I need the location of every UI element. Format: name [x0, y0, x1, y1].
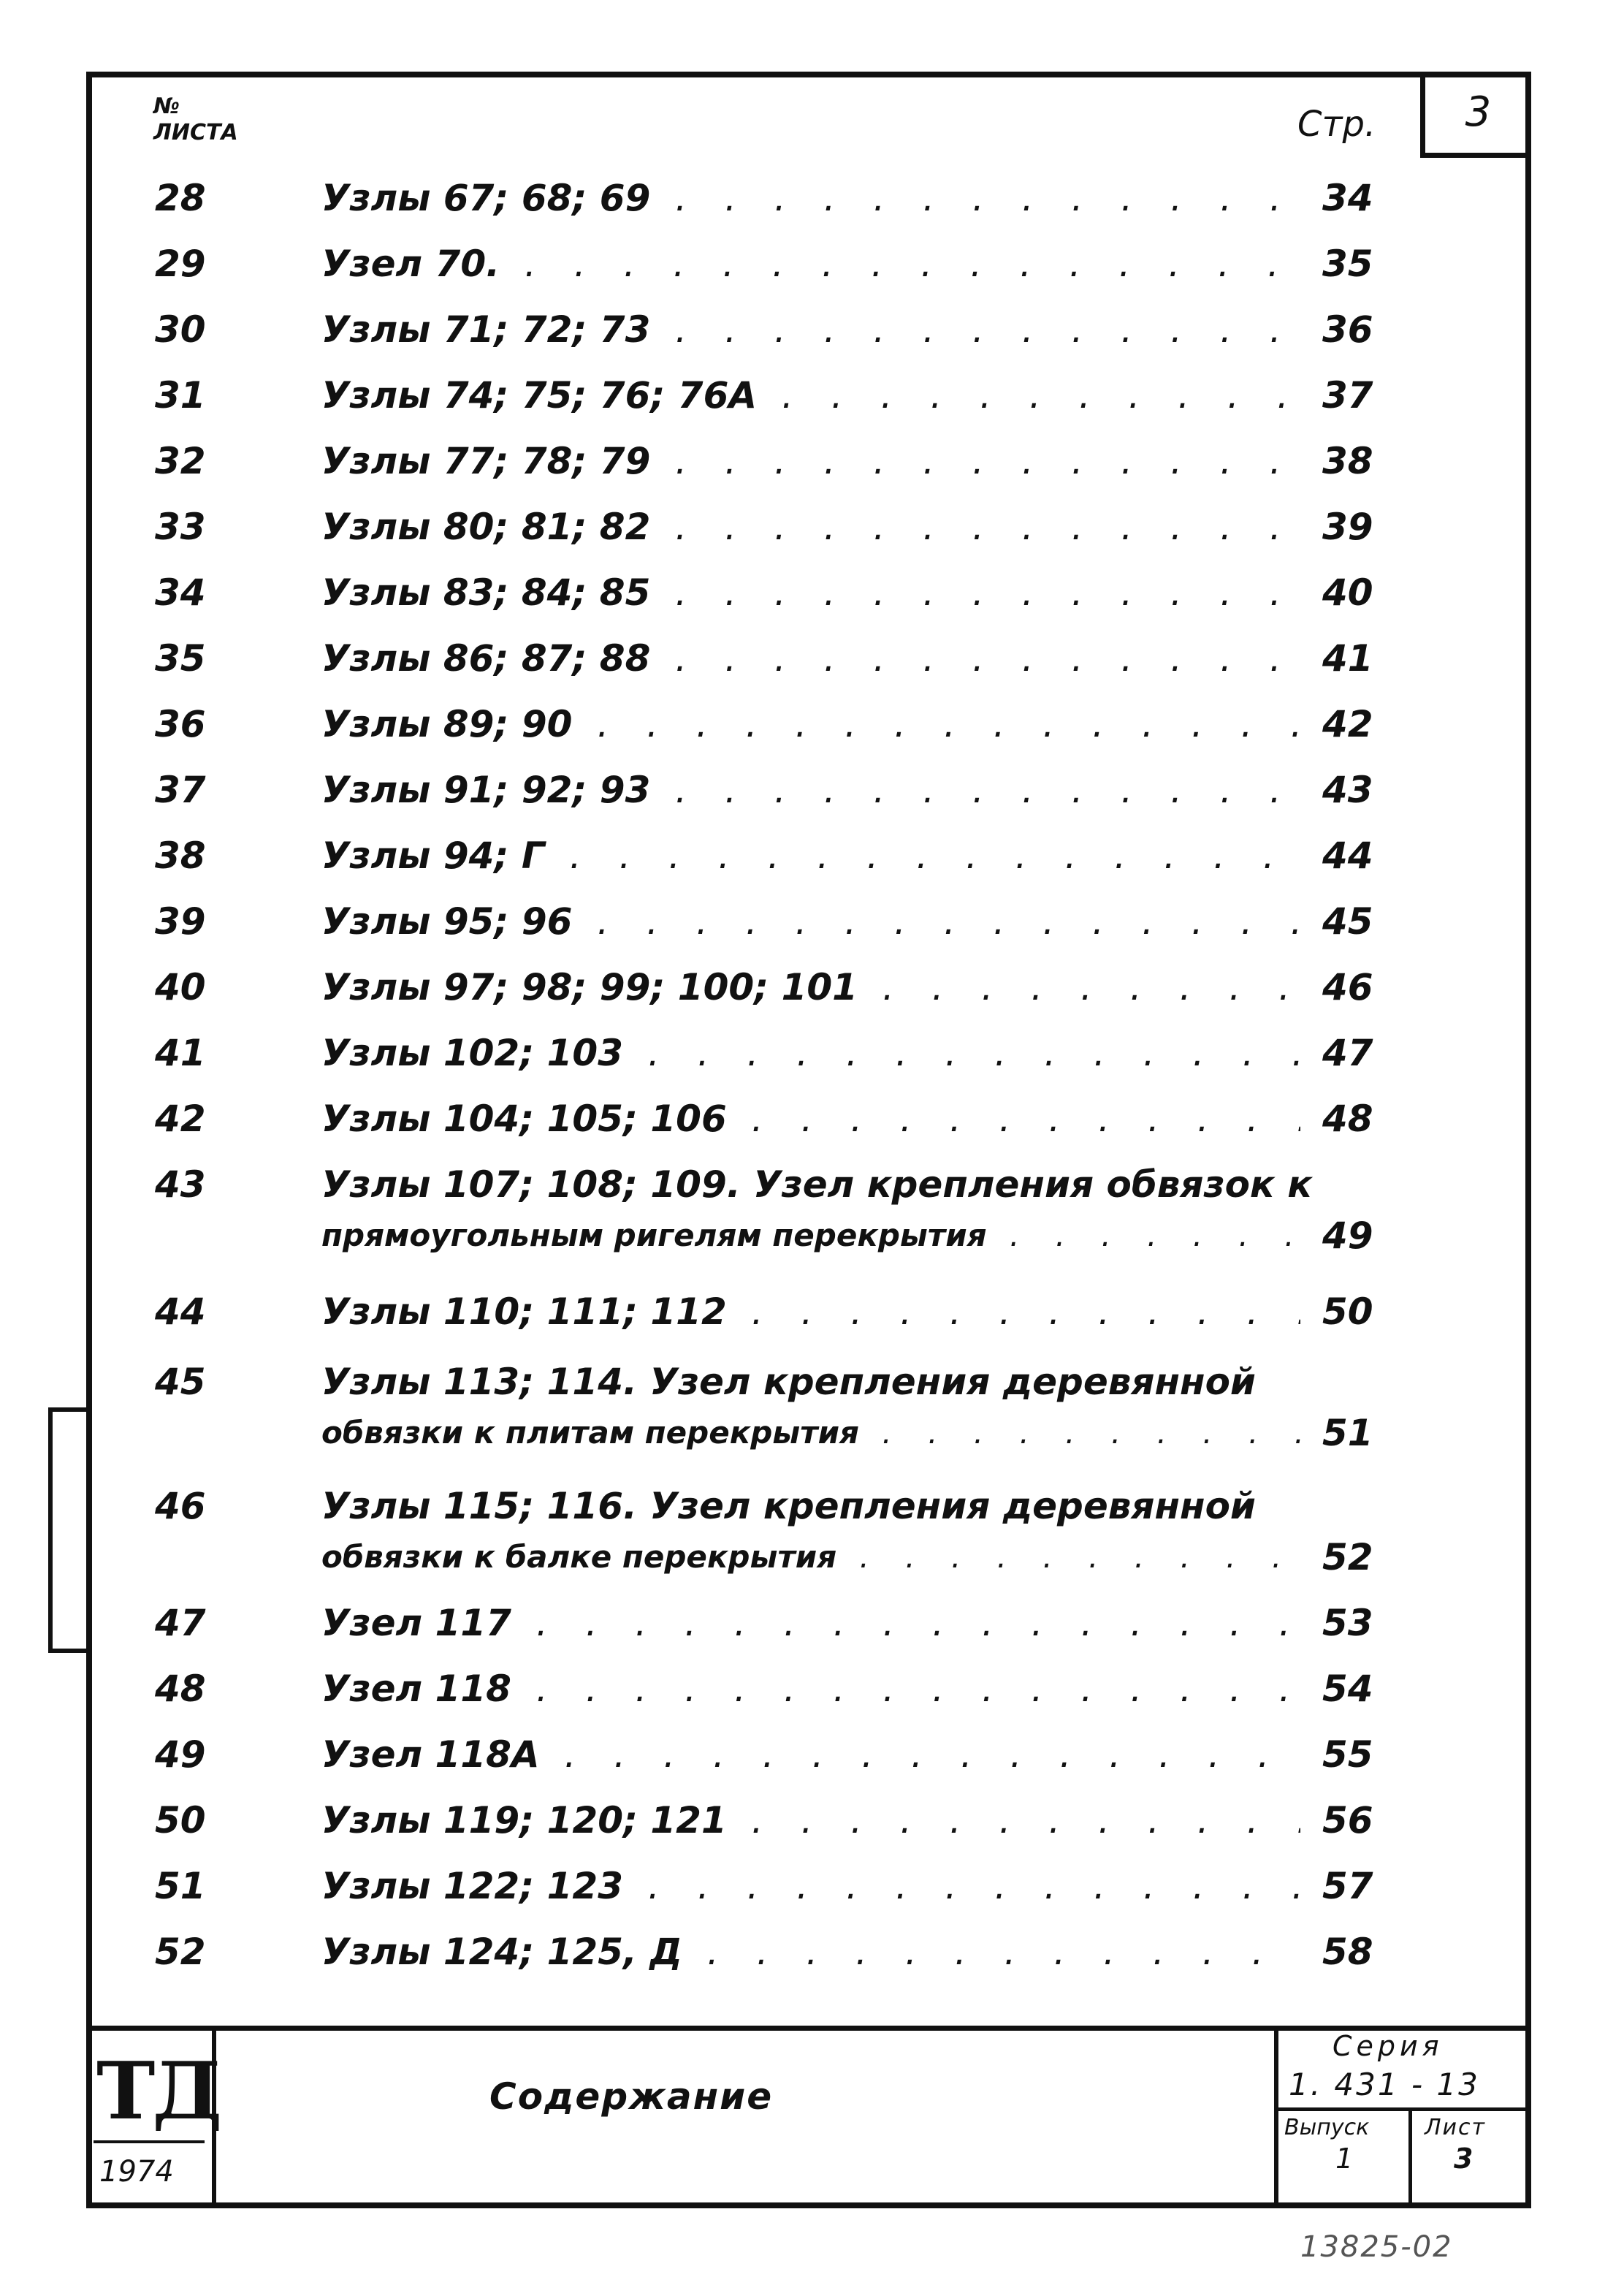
contents-row — [0, 1159, 1403, 1261]
contents-row — [0, 1597, 1403, 1649]
row-title: Узел 70. . . . — [321, 238, 1300, 289]
row-sheet: 50 — [155, 1799, 206, 1841]
contents-row — [0, 436, 1403, 487]
row-sheet: 36 — [155, 703, 206, 745]
row-title: Узлы 97; 98; 99; 100; 101 . . . — [321, 962, 1300, 1013]
row-page: 35 — [1322, 243, 1373, 285]
row-title: Узлы 74; 75; 76; 76А . . . — [321, 370, 1300, 421]
row-title: Узлы 95; 96 . . . — [321, 896, 1300, 947]
row-page: 51 — [1322, 1412, 1373, 1454]
row-title-line1: Узлы 113; 114. Узел крепления деревянной — [321, 1361, 1256, 1403]
row-sheet: 31 — [155, 374, 206, 417]
row-page: 36 — [1322, 308, 1373, 351]
contents-row — [0, 304, 1403, 355]
row-sheet: 52 — [155, 1931, 206, 1973]
row-title: Узлы 71; 72; 73 . . . — [321, 304, 1300, 355]
row-sheet: 33 — [155, 506, 206, 548]
row-sheet: 29 — [155, 243, 206, 285]
row-sheet: 46 — [155, 1485, 206, 1527]
contents-row — [0, 896, 1403, 947]
contents-row — [0, 370, 1403, 421]
row-sheet: 42 — [155, 1098, 206, 1140]
row-page: 46 — [1322, 966, 1373, 1008]
contents-row — [0, 699, 1403, 750]
series-value: 1. 431 - 13 — [1289, 2067, 1480, 2102]
row-sheet: 39 — [155, 900, 206, 943]
title-block-logo-cell — [86, 2031, 220, 2208]
row-title: Узлы 89; 90 . . . — [321, 699, 1300, 750]
contents-row — [0, 962, 1403, 1013]
row-page: 39 — [1322, 506, 1373, 548]
contents-row — [0, 238, 1403, 289]
row-sheet: 40 — [155, 966, 206, 1008]
row-sheet: 45 — [155, 1361, 206, 1403]
contents-row — [0, 1795, 1403, 1846]
row-title: Узлы 119; 120; 121 . . . — [321, 1795, 1300, 1846]
contents-row — [0, 830, 1403, 881]
row-page: 41 — [1322, 637, 1373, 680]
row-page: 40 — [1322, 571, 1373, 614]
sheet-label: Лист — [1425, 2115, 1487, 2140]
contents-row — [0, 1860, 1403, 1912]
row-page: 43 — [1322, 769, 1373, 811]
row-sheet: 38 — [155, 835, 206, 877]
row-title: Узлы 94; Г . . . — [321, 830, 1300, 881]
row-page: 34 — [1322, 177, 1373, 219]
row-page: 52 — [1322, 1536, 1373, 1578]
contents-row — [0, 1286, 1403, 1337]
title-block-title: Содержание — [489, 2075, 774, 2118]
row-page: 49 — [1322, 1214, 1373, 1257]
row-title: Узлы 110; 111; 112 . . . — [321, 1286, 1300, 1337]
row-title-line2: обвязки к балке перекрытия . . . — [321, 1532, 1300, 1583]
contents-row — [0, 1926, 1403, 1977]
title-block-series-cell — [1274, 2026, 1531, 2208]
row-title: Узлы 91; 92; 93 . . . — [321, 764, 1300, 816]
contents-row — [0, 633, 1403, 684]
row-title: Узел 118А . . . — [321, 1729, 1300, 1780]
contents-row — [0, 764, 1403, 816]
row-page: 56 — [1322, 1799, 1373, 1841]
row-page: 53 — [1322, 1602, 1373, 1644]
row-sheet: 48 — [155, 1668, 206, 1710]
row-page: 57 — [1322, 1865, 1373, 1907]
row-page: 37 — [1322, 374, 1373, 417]
sheet-value: 3 — [1454, 2143, 1474, 2175]
row-sheet: 30 — [155, 308, 206, 351]
row-sheet: 43 — [155, 1163, 206, 1206]
row-title-line2: обвязки к плитам перекрытия . . . — [321, 1407, 1300, 1459]
row-sheet: 47 — [155, 1602, 206, 1644]
page-number-box — [1420, 72, 1531, 158]
contents-row — [0, 1480, 1403, 1583]
series-vertical-divider — [1408, 2107, 1412, 2208]
contents-row — [0, 1663, 1403, 1714]
row-sheet: 28 — [155, 177, 206, 219]
contents-row — [0, 1093, 1403, 1144]
row-title: Узел 117 . . . — [321, 1597, 1300, 1649]
row-page: 45 — [1322, 900, 1373, 943]
archive-number: 13825-02 — [1300, 2230, 1453, 2264]
row-title: Узлы 124; 125, Д . . . — [321, 1926, 1300, 1977]
row-title-line1: Узлы 107; 108; 109. Узел крепления обвязок к — [321, 1163, 1313, 1206]
row-title: Узлы 77; 78; 79 . . . — [321, 436, 1300, 487]
td-logo: ТД — [96, 2045, 220, 2137]
row-title-line2: прямоугольным ригелям перекрытия . . . — [321, 1210, 1300, 1261]
sheet-header-line1: № — [153, 94, 180, 119]
sheet-column-header — [153, 94, 238, 146]
issue-label: Выпуск — [1284, 2115, 1370, 2140]
row-title: Узлы 102; 103 . . . — [321, 1027, 1300, 1079]
series-label: Серия — [1333, 2030, 1444, 2062]
row-sheet: 51 — [155, 1865, 206, 1907]
row-sheet: 49 — [155, 1733, 206, 1776]
sheet-header-line2: ЛИСТА — [153, 120, 238, 145]
page-number: 3 — [1465, 88, 1492, 136]
row-page: 38 — [1322, 440, 1373, 482]
row-title: Узлы 67; 68; 69 . . . — [321, 172, 1300, 224]
row-title: Узлы 122; 123 . . . — [321, 1860, 1300, 1912]
row-sheet: 34 — [155, 571, 206, 614]
row-title: Узлы 80; 81; 82 . . . — [321, 501, 1300, 552]
contents-row — [0, 1729, 1403, 1780]
row-sheet: 35 — [155, 637, 206, 680]
issue-value: 1 — [1335, 2143, 1354, 2175]
row-page: 54 — [1322, 1668, 1373, 1710]
contents-row — [0, 567, 1403, 618]
contents-row — [0, 1356, 1403, 1459]
row-page: 48 — [1322, 1098, 1373, 1140]
row-page: 47 — [1322, 1032, 1373, 1074]
row-title: Узлы 86; 87; 88 . . . — [321, 633, 1300, 684]
contents-row — [0, 172, 1403, 224]
contents-row — [0, 501, 1403, 552]
row-title: Узлы 104; 105; 106 . . . — [321, 1093, 1300, 1144]
row-sheet: 32 — [155, 440, 206, 482]
row-sheet: 37 — [155, 769, 206, 811]
row-page: 42 — [1322, 703, 1373, 745]
logo-rule — [94, 2140, 205, 2143]
row-page: 44 — [1322, 835, 1373, 877]
row-page: 50 — [1322, 1290, 1373, 1333]
row-title-line1: Узлы 115; 116. Узел крепления деревянной — [321, 1485, 1256, 1527]
row-sheet: 41 — [155, 1032, 206, 1074]
row-title: Узел 118 . . . — [321, 1663, 1300, 1714]
row-title: Узлы 83; 84; 85 . . . — [321, 567, 1300, 618]
logo-year: 1974 — [99, 2155, 174, 2189]
page-column-header: Стр. — [1297, 104, 1376, 145]
row-page: 55 — [1322, 1733, 1373, 1776]
contents-row — [0, 1027, 1403, 1079]
row-page: 58 — [1322, 1931, 1373, 1973]
row-sheet: 44 — [155, 1290, 206, 1333]
series-rule — [1278, 2107, 1531, 2111]
